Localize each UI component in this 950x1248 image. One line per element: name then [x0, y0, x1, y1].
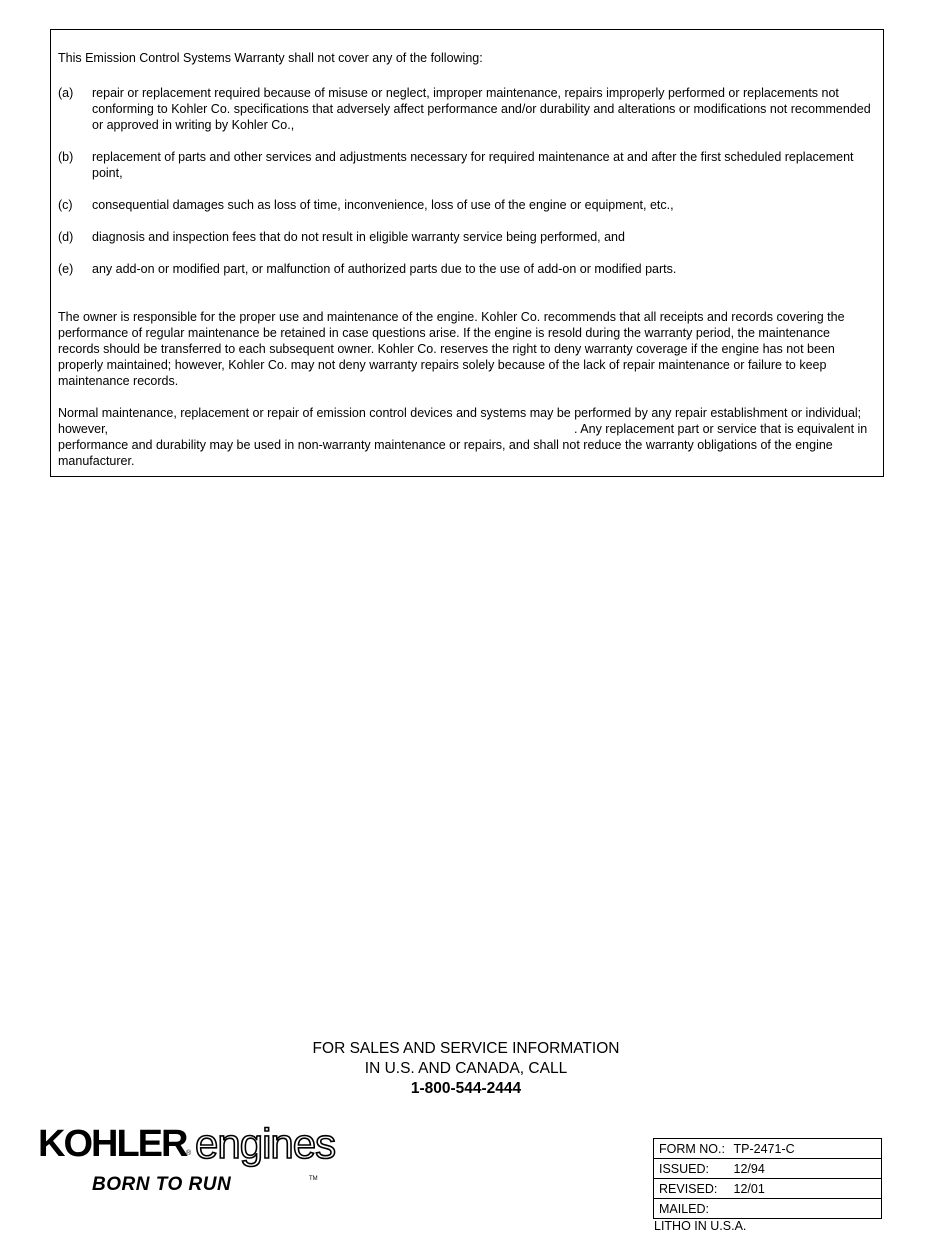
- form-label: MAILED:: [654, 1199, 734, 1219]
- engines-wordmark: engines: [195, 1120, 336, 1167]
- warranty-intro: This Emission Control Systems Warranty shall not cover any of the following:: [58, 51, 483, 65]
- normal-maintenance-text-end: . Any replacement part or service that is equivalent in performance and durability may be used in non-warranty maintenance or repairs, and shall not reduce the warranty obligations of the engine manufacturer.: [58, 422, 868, 468]
- phone-number: 1-800-544-2444: [410, 1080, 522, 1097]
- kohler-engines-logo: [38, 1120, 368, 1204]
- exclusion-item: [58, 229, 875, 245]
- form-label: FORM NO.:: [654, 1139, 734, 1159]
- kohler-wordmark: KOHLER: [38, 1123, 187, 1165]
- exclusion-text: repair or replacement required because of misuse or neglect, improper maintenance, repairs improperly performed or replacements not conforming to Kohler Co. specifications that adversely affect performance and/or durability and alterations or modifications not recommended or approved in writing by Kohler Co.,: [92, 86, 871, 132]
- sales-line-2: IN U.S. AND CANADA, CALL: [364, 1060, 568, 1077]
- normal-maintenance-text-start: Normal maintenance, replacement or repair of emission control devices and systems may be performed by any repair establishment or individual; however,: [58, 406, 862, 436]
- exclusion-text: any add-on or modified part, or malfunction of authorized parts due to the use of add-on or modified parts.: [92, 262, 677, 276]
- form-value: TP-2471-C: [734, 1139, 882, 1159]
- born-to-run-tagline: BORN TO RUN: [92, 1174, 232, 1195]
- table-row: [654, 1199, 882, 1219]
- exclusion-text: diagnosis and inspection fees that do not result in eligible warranty service being performed, and: [92, 230, 625, 244]
- form-label: REVISED:: [654, 1179, 734, 1199]
- exclusion-label: (c): [58, 198, 73, 212]
- normal-maintenance-paragraph: [58, 405, 875, 469]
- exclusion-label: (d): [58, 230, 74, 244]
- sales-service-info: [0, 1039, 932, 1099]
- form-value: [734, 1199, 882, 1219]
- owner-responsibility-paragraph: The owner is responsible for the proper use and maintenance of the engine. Kohler Co. recommends that all receipts and records covering the performance of regular maintenance be retained in case questions arise. If the engine is resold during the warranty period, the maintenance records should be transferred to each subsequent owner. Kohler Co. reserves the right to deny warranty coverage if the engine has not been properly maintained; however, Kohler Co. may not deny warranty repairs solely because of the lack of repair maintenance or failure to keep maintenance records.: [58, 310, 845, 388]
- form-info-table: [653, 1138, 882, 1219]
- table-row: [654, 1159, 882, 1179]
- exclusion-label: (b): [58, 150, 74, 164]
- exclusion-item: [58, 85, 875, 133]
- exclusion-item: [58, 197, 875, 213]
- form-label: ISSUED:: [654, 1159, 734, 1179]
- exclusion-text: consequential damages such as loss of time, inconvenience, loss of use of the engine or equipment, etc.,: [92, 198, 674, 212]
- litho-note: LITHO IN U.S.A.: [654, 1219, 747, 1233]
- form-value: 12/01: [734, 1179, 882, 1199]
- exclusion-label: (e): [58, 262, 74, 276]
- form-value: 12/94: [734, 1159, 882, 1179]
- exclusion-text: replacement of parts and other services and adjustments necessary for required maintenance at and after the first scheduled replacement point,: [92, 150, 854, 180]
- warranty-exclusions-box: [50, 29, 884, 477]
- table-row: [654, 1139, 882, 1159]
- exclusion-label: (a): [58, 86, 74, 100]
- exclusion-item: [58, 149, 875, 181]
- exclusion-item: [58, 261, 875, 277]
- table-row: [654, 1179, 882, 1199]
- trademark-symbol: TM: [309, 1176, 318, 1182]
- sales-line-1: FOR SALES AND SERVICE INFORMATION: [312, 1040, 620, 1057]
- registered-mark: ®: [186, 1150, 192, 1157]
